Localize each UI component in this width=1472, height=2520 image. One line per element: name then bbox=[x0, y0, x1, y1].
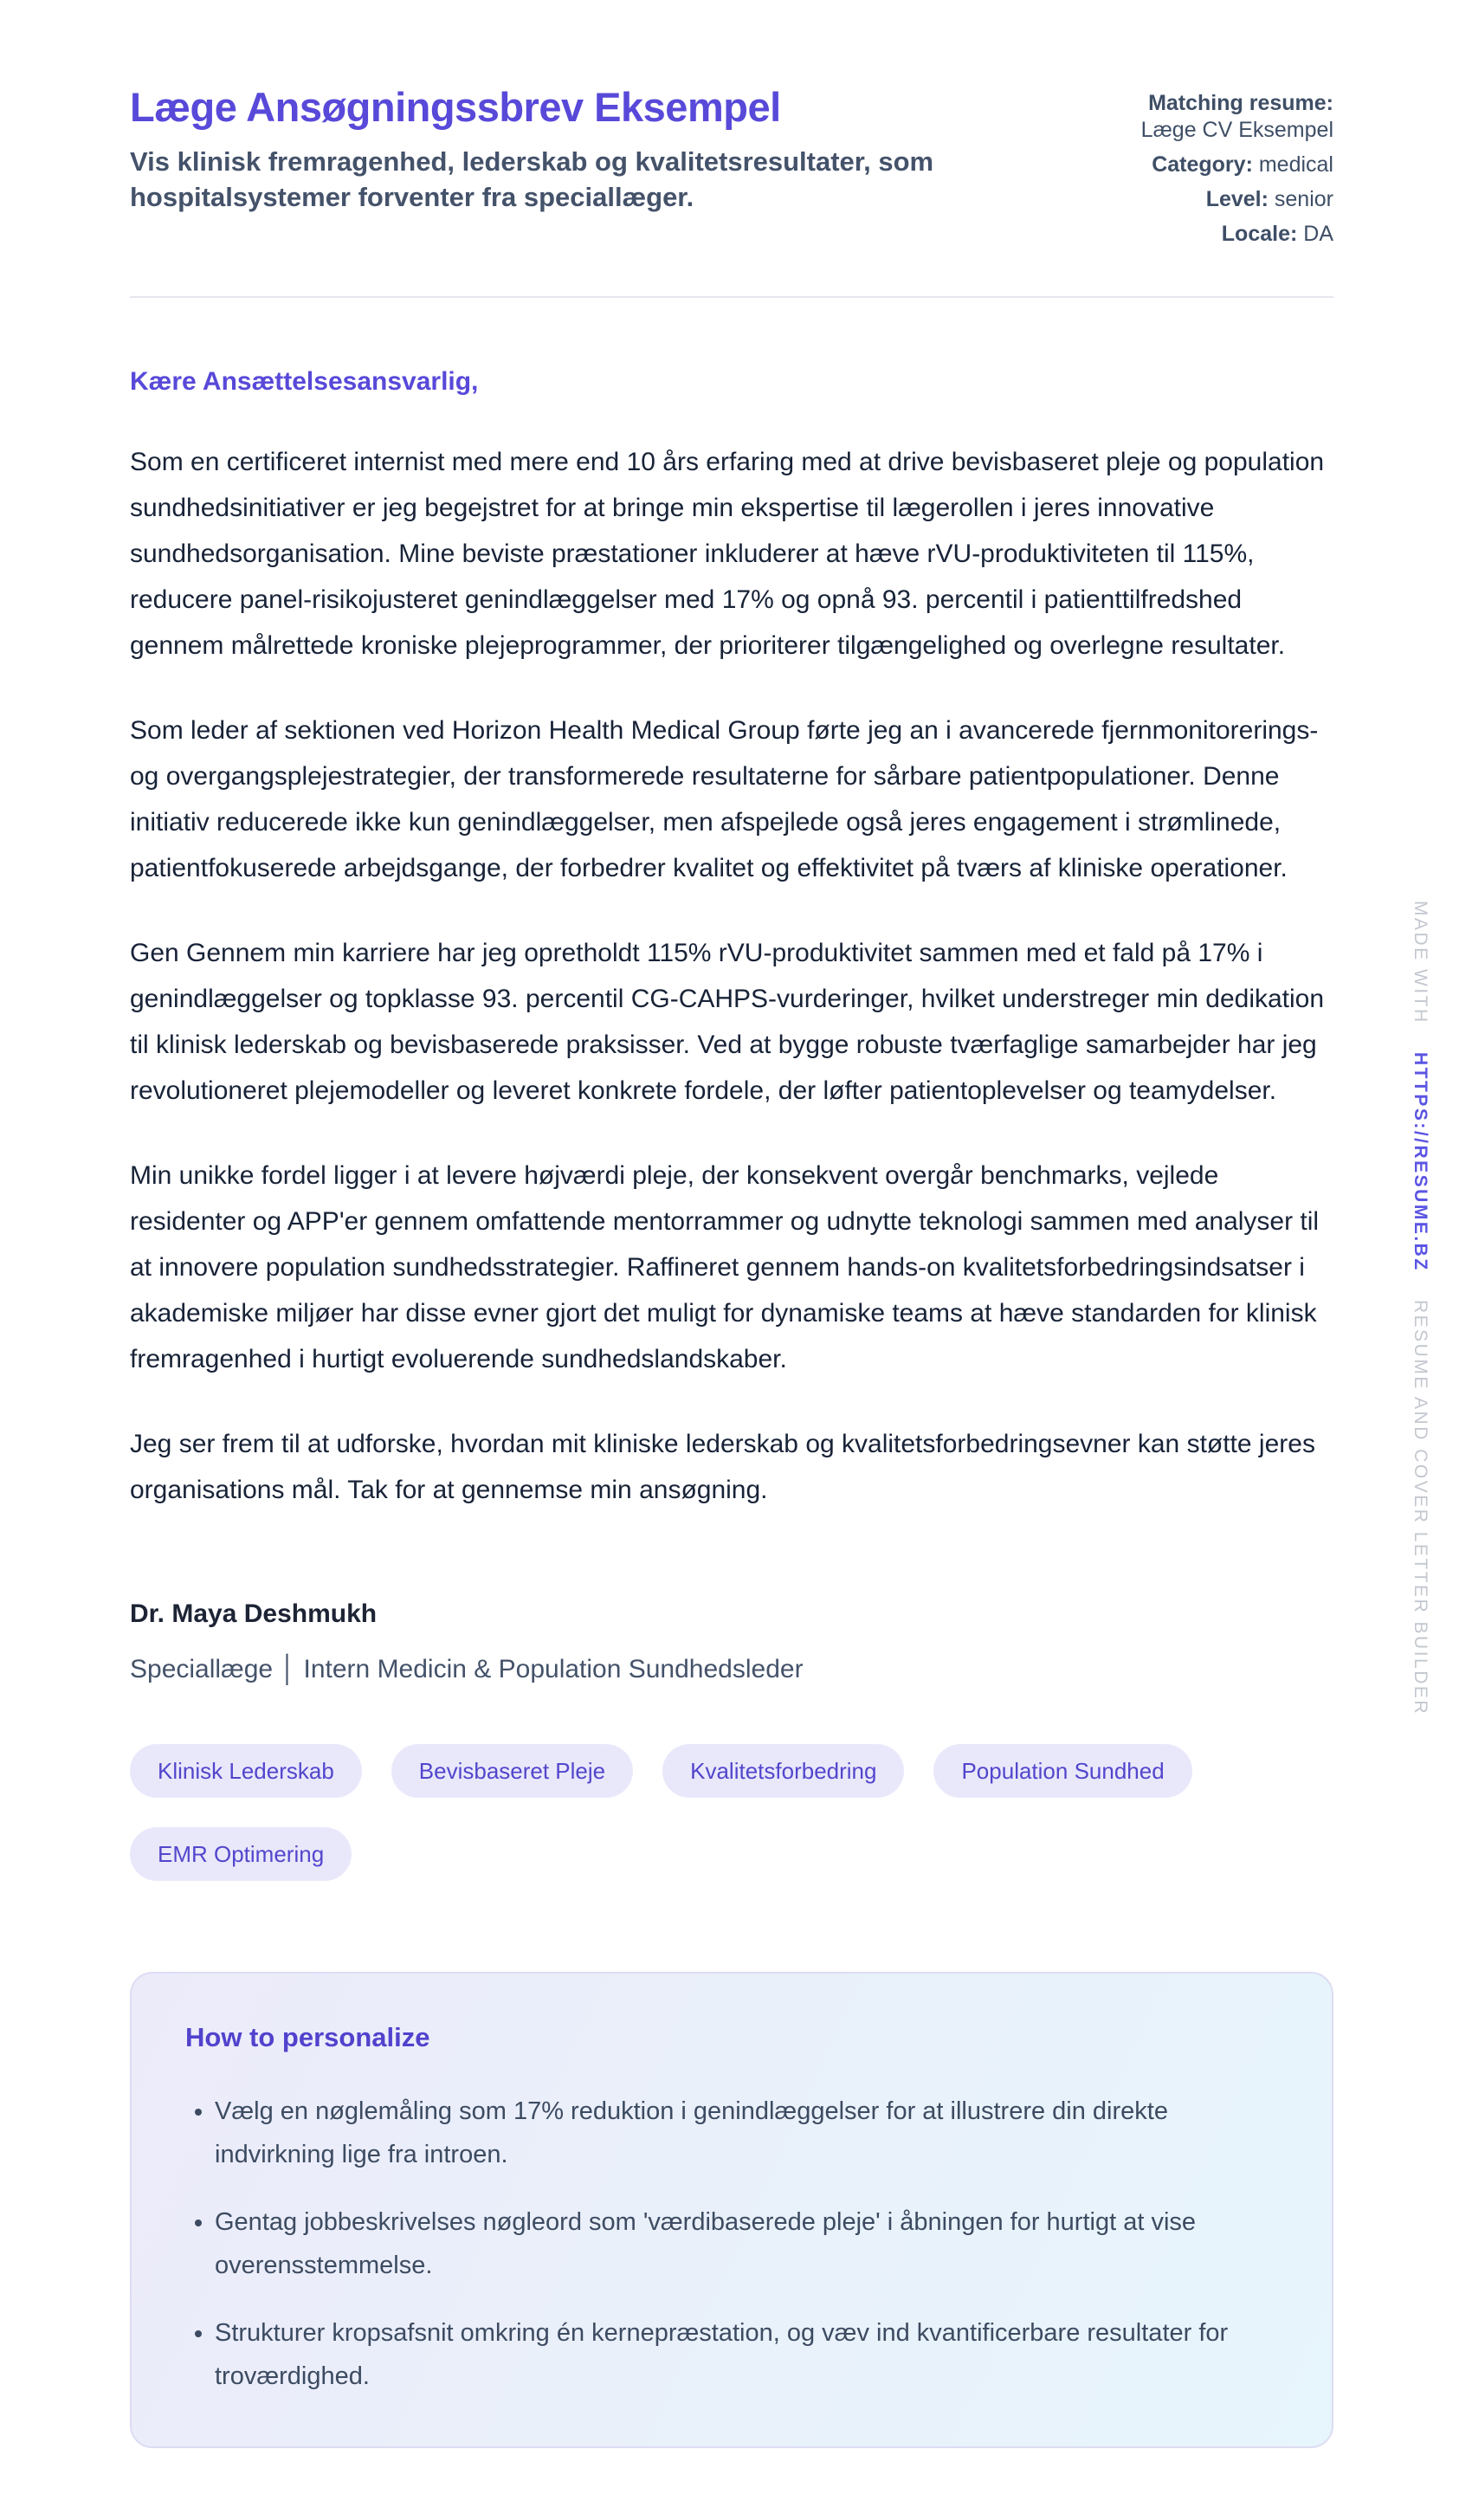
skill-tags bbox=[130, 1744, 1333, 1881]
letter-paragraph: Jeg ser frem til at udforske, hvordan mit kliniske lederskab og kvalitetsforbedringsevner kan støtte jeres organisations mål. Tak for at gennemse min ansøgning. bbox=[130, 1430, 1315, 1504]
meta-resume-value: Læge CV Eksempel bbox=[1140, 118, 1333, 142]
tag-bevisbaseret-pleje[interactable]: Bevisbaseret Pleje bbox=[391, 1744, 633, 1798]
personalize-title: How to personalize bbox=[185, 2022, 430, 2052]
meta-level bbox=[1048, 186, 1333, 213]
personalize-tips-list bbox=[185, 2090, 1278, 2398]
meta-level-value: senior bbox=[1274, 187, 1333, 211]
meta-panel bbox=[1048, 85, 1333, 248]
meta-locale-value: DA bbox=[1303, 222, 1333, 246]
signature-name: Dr. Maya Deshmukh bbox=[130, 1599, 378, 1628]
meta-category-value: medical bbox=[1258, 152, 1333, 177]
resume-bz-link[interactable]: HTTPS://RESUME.BZ bbox=[1411, 1052, 1430, 1272]
letter-paragraph: Gen Gennem min karriere har jeg opretholdt 115% rVU-produktivitet sammen med et fald på 17% i genindlæggelser og topklasse 93. percentil CG-CAHPS-vurderinger, hvilket understreger min dedikation til klinisk lederskab og bevisbaserede praksisser. Ved at bygge robuste tværfaglige samarbejder har jeg revolutioneret plejemodeller og leveret konkrete fordele, der løfter patientoplevelser og teamydelser. bbox=[130, 939, 1325, 1105]
letter-paragraph: Min unikke fordel ligger i at levere højværdi pleje, der konsekvent overgår benchmarks, vejlede residenter og APP'er gennem omfattende mentorrammer og udnytte teknologi sammen med analyser til at innovere population sundhedsstrategier. Raffineret gennem hands-on kvalitetsforbedringsindsatser i akademiske miljøer har disse evner gjort det muligt for dynamiske teams at hæve standarden for klinisk fremragenhed i hurtigt evoluerende sundhedslandskaber. bbox=[130, 1161, 1320, 1373]
personalize-box bbox=[130, 1972, 1333, 2448]
meta-resume-label bbox=[1048, 90, 1333, 117]
tag-population-sundhed[interactable]: Population Sundhed bbox=[933, 1744, 1191, 1798]
signature-role: Speciallæge │ Intern Medicin & Population Sundhedsleder bbox=[130, 1655, 804, 1683]
tag-kvalitetsforbedring[interactable]: Kvalitetsforbedring bbox=[662, 1744, 904, 1798]
tag-emr-optimering[interactable]: EMR Optimering bbox=[130, 1827, 352, 1881]
personalize-tip: • Strukturer kropsafsnit omkring én kernepræstation, og væv ind kvantificerbare resultater for troværdighed. bbox=[215, 2311, 1278, 2398]
letter-paragraph: Som en certificeret internist med mere end 10 års erfaring med at drive bevisbaseret pleje og population sundhedsinitiativer er jeg begejstret for at bringe min ekspertise til lægerollen i jeres innovative sundhedsorganisation. Mine beviste præstationer inkluderer at hæve rVU-produktiviteten til 115%, reducere panel-risikojusteret genindlæggelser med 17% og opnå 93. percentil i patienttilfredshed gennem målrettede kroniske plejeprogrammer, der prioriterer tilgængelighed og overlegne resultater. bbox=[130, 448, 1325, 660]
personalize-tip: • Gentag jobbeskrivelses nøgleord som 'værdibaserede pleje' i åbningen for hurtigt at vise overensstemmelse. bbox=[215, 2200, 1278, 2287]
letter-paragraph: Som leder af sektionen ved Horizon Health Medical Group førte jeg an i avancerede fjernmonitorerings- og overgangsplejestrategier, der transformerede resultaterne for sårbare patientpopulationer. Denne initiativ reducerede ikke kun genindlæggelser, men afspejlede også jeres engagement i strømlinede, patientfokuserede arbejdsgange, der forbedrer kvalitet og effektivitet på tværs af kliniske operationer. bbox=[130, 716, 1319, 882]
meta-category bbox=[1048, 152, 1333, 178]
side-credit-banner bbox=[1410, 901, 1430, 1716]
meta-locale-label: Locale: bbox=[1221, 222, 1298, 246]
header-titles bbox=[130, 85, 996, 215]
page-header bbox=[130, 0, 1333, 248]
letter-greeting: Kære Ansættelsesansvarlig, bbox=[130, 367, 479, 396]
main-content bbox=[130, 0, 1333, 2448]
tag-klinisk-lederskab[interactable]: Klinisk Lederskab bbox=[130, 1744, 362, 1798]
personalize-tip: • Vælg en nøglemåling som 17% reduktion i genindlæggelser for at illustrere din direkte indvirkning lige fra introen. bbox=[215, 2090, 1278, 2176]
meta-locale bbox=[1048, 221, 1333, 248]
page-title: Læge Ansøgningssbrev Eksempel bbox=[130, 84, 781, 130]
meta-level-label: Level: bbox=[1205, 187, 1269, 211]
letter-body bbox=[130, 364, 1333, 1688]
made-with-text: MADE WITH bbox=[1411, 901, 1430, 1024]
header-divider bbox=[130, 296, 1333, 298]
meta-category-label: Category: bbox=[1152, 152, 1253, 177]
builder-text: RESUME AND COVER LETTER BUILDER bbox=[1411, 1300, 1430, 1716]
page-subtitle: Vis klinisk fremragenhed, lederskab og kvalitetsresultater, som hospitalsystemer forventer fra speciallæger. bbox=[130, 145, 934, 212]
meta-resume-label-text: Matching resume: bbox=[1148, 91, 1333, 115]
